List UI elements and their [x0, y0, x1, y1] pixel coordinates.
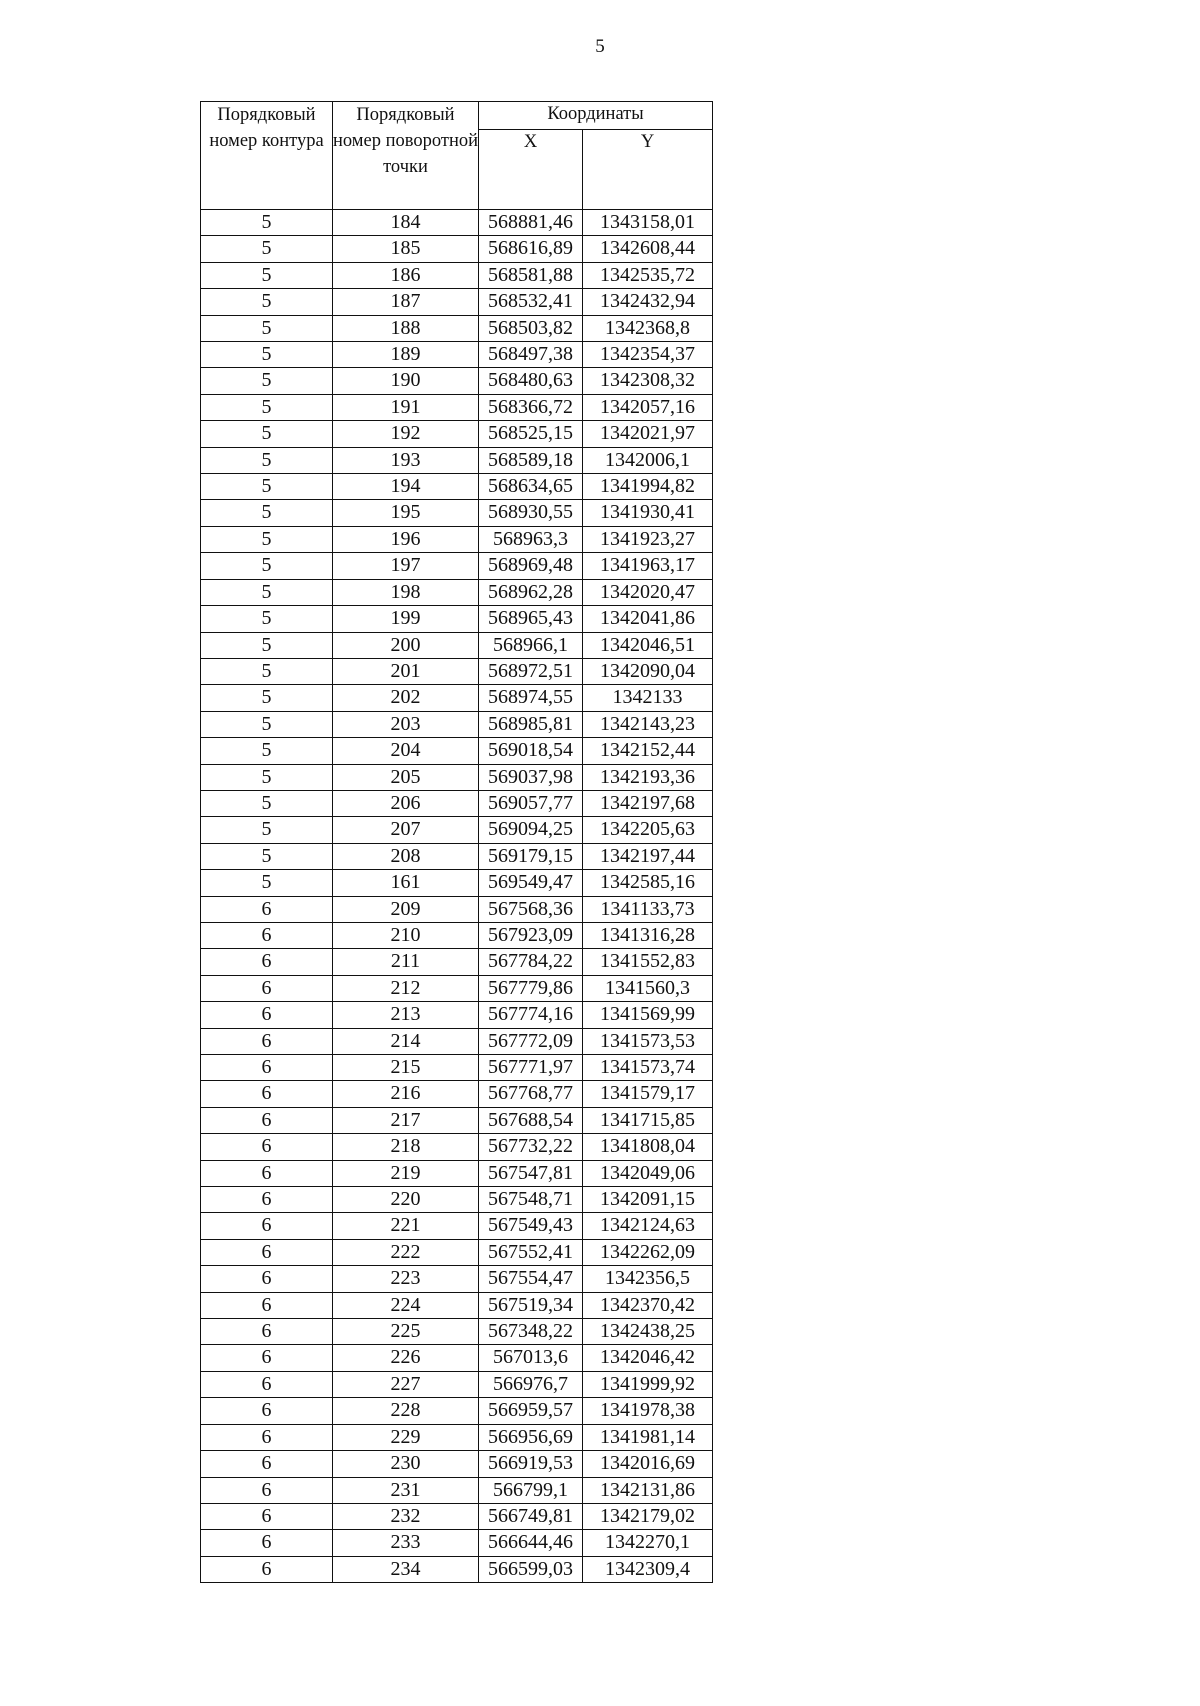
contour-number-cell: 6 — [201, 1134, 333, 1160]
x-header: X — [479, 130, 583, 210]
point-number-cell: 200 — [333, 632, 479, 658]
y-coordinate-cell: 1342270,1 — [583, 1530, 713, 1556]
table-row — [201, 579, 713, 605]
y-coordinate-cell: 1341573,74 — [583, 1055, 713, 1081]
x-coordinate-cell: 567547,81 — [479, 1160, 583, 1186]
y-header: Y — [583, 130, 713, 210]
contour-number-cell: 5 — [201, 738, 333, 764]
contour-number-cell: 5 — [201, 394, 333, 420]
table-header — [201, 102, 713, 210]
table-row — [201, 922, 713, 948]
x-coordinate-cell: 569094,25 — [479, 817, 583, 843]
y-coordinate-cell: 1342057,16 — [583, 394, 713, 420]
contour-number-cell: 6 — [201, 1160, 333, 1186]
point-number-header: Порядковый номер поворотной точки — [333, 102, 479, 210]
point-number-cell: 226 — [333, 1345, 479, 1371]
point-number-cell: 234 — [333, 1556, 479, 1582]
contour-number-cell: 5 — [201, 447, 333, 473]
x-coordinate-cell: 568497,38 — [479, 342, 583, 368]
y-coordinate-cell: 1342179,02 — [583, 1503, 713, 1529]
y-coordinate-cell: 1342608,44 — [583, 236, 713, 262]
point-number-cell: 221 — [333, 1213, 479, 1239]
contour-number-cell: 5 — [201, 315, 333, 341]
table-row — [201, 790, 713, 816]
table-row — [201, 896, 713, 922]
point-number-cell: 214 — [333, 1028, 479, 1054]
table-row — [201, 1451, 713, 1477]
table-row — [201, 975, 713, 1001]
table-row — [201, 394, 713, 420]
y-coordinate-cell: 1342370,42 — [583, 1292, 713, 1318]
x-coordinate-cell: 569018,54 — [479, 738, 583, 764]
x-coordinate-cell: 567519,34 — [479, 1292, 583, 1318]
contour-number-cell: 5 — [201, 632, 333, 658]
table-row — [201, 1134, 713, 1160]
y-coordinate-cell: 1342356,5 — [583, 1266, 713, 1292]
table-row — [201, 1424, 713, 1450]
table-row — [201, 1239, 713, 1265]
x-coordinate-cell: 567771,97 — [479, 1055, 583, 1081]
x-coordinate-cell: 568525,15 — [479, 421, 583, 447]
table-row — [201, 1107, 713, 1133]
x-coordinate-cell: 568930,55 — [479, 500, 583, 526]
x-coordinate-cell: 567013,6 — [479, 1345, 583, 1371]
table-row — [201, 1477, 713, 1503]
x-coordinate-cell: 566599,03 — [479, 1556, 583, 1582]
contour-number-cell: 6 — [201, 1055, 333, 1081]
table-row — [201, 1081, 713, 1107]
y-coordinate-cell: 1341552,83 — [583, 949, 713, 975]
y-coordinate-cell: 1341923,27 — [583, 526, 713, 552]
y-coordinate-cell: 1342197,68 — [583, 790, 713, 816]
x-coordinate-cell: 568966,1 — [479, 632, 583, 658]
point-number-cell: 207 — [333, 817, 479, 843]
table-row — [201, 843, 713, 869]
table-row — [201, 1398, 713, 1424]
contour-number-cell: 5 — [201, 579, 333, 605]
x-coordinate-cell: 566976,7 — [479, 1371, 583, 1397]
table-row — [201, 289, 713, 315]
x-coordinate-cell: 568581,88 — [479, 262, 583, 288]
x-coordinate-cell: 567784,22 — [479, 949, 583, 975]
y-coordinate-cell: 1342133 — [583, 685, 713, 711]
y-coordinate-cell: 1341999,92 — [583, 1371, 713, 1397]
contour-number-cell: 6 — [201, 949, 333, 975]
contour-number-cell: 6 — [201, 1319, 333, 1345]
x-coordinate-cell: 568962,28 — [479, 579, 583, 605]
point-number-cell: 205 — [333, 764, 479, 790]
y-coordinate-cell: 1342124,63 — [583, 1213, 713, 1239]
x-coordinate-cell: 567568,36 — [479, 896, 583, 922]
contour-number-cell: 6 — [201, 1451, 333, 1477]
y-coordinate-cell: 1342049,06 — [583, 1160, 713, 1186]
point-number-cell: 192 — [333, 421, 479, 447]
y-coordinate-cell: 1343158,01 — [583, 210, 713, 236]
y-coordinate-cell: 1341573,53 — [583, 1028, 713, 1054]
table-row — [201, 870, 713, 896]
table-body — [201, 210, 713, 1583]
x-coordinate-cell: 568503,82 — [479, 315, 583, 341]
y-coordinate-cell: 1341930,41 — [583, 500, 713, 526]
table-row — [201, 315, 713, 341]
x-coordinate-cell: 566919,53 — [479, 1451, 583, 1477]
contour-number-cell: 5 — [201, 685, 333, 711]
y-coordinate-cell: 1342090,04 — [583, 658, 713, 684]
table-row — [201, 262, 713, 288]
contour-number-cell: 5 — [201, 289, 333, 315]
table-row — [201, 1319, 713, 1345]
contour-number-cell: 5 — [201, 606, 333, 632]
contour-number-cell: 6 — [201, 975, 333, 1001]
contour-number-cell: 5 — [201, 500, 333, 526]
contour-number-cell: 5 — [201, 526, 333, 552]
y-coordinate-cell: 1341981,14 — [583, 1424, 713, 1450]
point-number-cell: 204 — [333, 738, 479, 764]
point-number-cell: 222 — [333, 1239, 479, 1265]
contour-number-cell: 6 — [201, 1503, 333, 1529]
point-number-cell: 193 — [333, 447, 479, 473]
y-coordinate-cell: 1342262,09 — [583, 1239, 713, 1265]
coordinates-table — [200, 101, 713, 1583]
contour-number-cell: 6 — [201, 1477, 333, 1503]
contour-number-cell: 5 — [201, 870, 333, 896]
table-row — [201, 1055, 713, 1081]
table-row — [201, 447, 713, 473]
y-coordinate-cell: 1342006,1 — [583, 447, 713, 473]
y-coordinate-cell: 1342143,23 — [583, 711, 713, 737]
contour-number-cell: 5 — [201, 368, 333, 394]
x-coordinate-cell: 567548,71 — [479, 1187, 583, 1213]
contour-number-cell: 5 — [201, 658, 333, 684]
point-number-cell: 212 — [333, 975, 479, 1001]
x-coordinate-cell: 568366,72 — [479, 394, 583, 420]
point-number-cell: 206 — [333, 790, 479, 816]
y-coordinate-cell: 1341978,38 — [583, 1398, 713, 1424]
x-coordinate-cell: 568480,63 — [479, 368, 583, 394]
x-coordinate-cell: 568965,43 — [479, 606, 583, 632]
contour-number-cell: 5 — [201, 711, 333, 737]
y-coordinate-cell: 1342205,63 — [583, 817, 713, 843]
contour-number-cell: 6 — [201, 1081, 333, 1107]
contour-number-cell: 5 — [201, 421, 333, 447]
y-coordinate-cell: 1342021,97 — [583, 421, 713, 447]
y-coordinate-cell: 1341715,85 — [583, 1107, 713, 1133]
x-coordinate-cell: 567768,77 — [479, 1081, 583, 1107]
x-coordinate-cell: 567549,43 — [479, 1213, 583, 1239]
x-coordinate-cell: 566799,1 — [479, 1477, 583, 1503]
point-number-cell: 184 — [333, 210, 479, 236]
point-number-cell: 202 — [333, 685, 479, 711]
point-number-cell: 227 — [333, 1371, 479, 1397]
x-coordinate-cell: 567774,16 — [479, 1002, 583, 1028]
table-row — [201, 1266, 713, 1292]
point-number-cell: 208 — [333, 843, 479, 869]
point-number-cell: 216 — [333, 1081, 479, 1107]
table-row — [201, 342, 713, 368]
contour-number-cell: 5 — [201, 210, 333, 236]
table-row — [201, 1556, 713, 1582]
x-coordinate-cell: 568969,48 — [479, 553, 583, 579]
point-number-cell: 229 — [333, 1424, 479, 1450]
table-row — [201, 1002, 713, 1028]
x-coordinate-cell: 566959,57 — [479, 1398, 583, 1424]
x-coordinate-cell: 566644,46 — [479, 1530, 583, 1556]
contour-number-cell: 6 — [201, 1239, 333, 1265]
contour-number-cell: 6 — [201, 1345, 333, 1371]
point-number-cell: 189 — [333, 342, 479, 368]
contour-number-cell: 6 — [201, 922, 333, 948]
table-row — [201, 738, 713, 764]
contour-number-cell: 5 — [201, 474, 333, 500]
x-coordinate-cell: 568616,89 — [479, 236, 583, 262]
table-row — [201, 368, 713, 394]
point-number-cell: 188 — [333, 315, 479, 341]
y-coordinate-cell: 1342535,72 — [583, 262, 713, 288]
x-coordinate-cell: 568974,55 — [479, 685, 583, 711]
y-coordinate-cell: 1342152,44 — [583, 738, 713, 764]
contour-number-cell: 6 — [201, 1028, 333, 1054]
table-row — [201, 1187, 713, 1213]
table-row — [201, 500, 713, 526]
y-coordinate-cell: 1342309,4 — [583, 1556, 713, 1582]
point-number-cell: 224 — [333, 1292, 479, 1318]
contour-number-header: Порядковый номер контура — [201, 102, 333, 210]
x-coordinate-cell: 568972,51 — [479, 658, 583, 684]
table-row — [201, 764, 713, 790]
table-row — [201, 236, 713, 262]
x-coordinate-cell: 569549,47 — [479, 870, 583, 896]
contour-number-cell: 6 — [201, 1266, 333, 1292]
x-coordinate-cell: 568634,65 — [479, 474, 583, 500]
table-row — [201, 1345, 713, 1371]
contour-number-cell: 6 — [201, 1530, 333, 1556]
y-coordinate-cell: 1342438,25 — [583, 1319, 713, 1345]
point-number-cell: 199 — [333, 606, 479, 632]
x-coordinate-cell: 567732,22 — [479, 1134, 583, 1160]
point-number-cell: 201 — [333, 658, 479, 684]
table-row — [201, 474, 713, 500]
point-number-cell: 209 — [333, 896, 479, 922]
x-coordinate-cell: 567772,09 — [479, 1028, 583, 1054]
point-number-cell: 213 — [333, 1002, 479, 1028]
y-coordinate-cell: 1342046,42 — [583, 1345, 713, 1371]
y-coordinate-cell: 1342020,47 — [583, 579, 713, 605]
contour-number-cell: 5 — [201, 764, 333, 790]
point-number-cell: 219 — [333, 1160, 479, 1186]
y-coordinate-cell: 1341316,28 — [583, 922, 713, 948]
point-number-cell: 231 — [333, 1477, 479, 1503]
table-row — [201, 553, 713, 579]
x-coordinate-cell: 568881,46 — [479, 210, 583, 236]
table-row — [201, 632, 713, 658]
point-number-cell: 161 — [333, 870, 479, 896]
point-number-cell: 215 — [333, 1055, 479, 1081]
coordinates-header: Координаты — [479, 102, 713, 130]
point-number-cell: 187 — [333, 289, 479, 315]
y-coordinate-cell: 1342046,51 — [583, 632, 713, 658]
contour-number-cell: 5 — [201, 262, 333, 288]
point-number-cell: 194 — [333, 474, 479, 500]
point-number-cell: 225 — [333, 1319, 479, 1345]
table-row — [201, 1530, 713, 1556]
contour-number-cell: 5 — [201, 236, 333, 262]
contour-number-cell: 5 — [201, 817, 333, 843]
contour-number-cell: 6 — [201, 896, 333, 922]
contour-number-cell: 6 — [201, 1213, 333, 1239]
table-row — [201, 817, 713, 843]
point-number-cell: 228 — [333, 1398, 479, 1424]
table-row — [201, 711, 713, 737]
page-number: 5 — [595, 36, 605, 57]
y-coordinate-cell: 1342016,69 — [583, 1451, 713, 1477]
contour-number-cell: 6 — [201, 1371, 333, 1397]
y-coordinate-cell: 1341569,99 — [583, 1002, 713, 1028]
y-coordinate-cell: 1342131,86 — [583, 1477, 713, 1503]
y-coordinate-cell: 1341808,04 — [583, 1134, 713, 1160]
table-row — [201, 526, 713, 552]
y-coordinate-cell: 1342197,44 — [583, 843, 713, 869]
table-row — [201, 421, 713, 447]
y-coordinate-cell: 1342432,94 — [583, 289, 713, 315]
x-coordinate-cell: 569057,77 — [479, 790, 583, 816]
y-coordinate-cell: 1342354,37 — [583, 342, 713, 368]
point-number-cell: 217 — [333, 1107, 479, 1133]
x-coordinate-cell: 567348,22 — [479, 1319, 583, 1345]
x-coordinate-cell: 568589,18 — [479, 447, 583, 473]
contour-number-cell: 6 — [201, 1424, 333, 1450]
point-number-cell: 191 — [333, 394, 479, 420]
x-coordinate-cell: 569179,15 — [479, 843, 583, 869]
x-coordinate-cell: 567552,41 — [479, 1239, 583, 1265]
y-coordinate-cell: 1342308,32 — [583, 368, 713, 394]
table-row — [201, 658, 713, 684]
table-row — [201, 1503, 713, 1529]
y-coordinate-cell: 1342041,86 — [583, 606, 713, 632]
y-coordinate-cell: 1341994,82 — [583, 474, 713, 500]
y-coordinate-cell: 1341560,3 — [583, 975, 713, 1001]
point-number-cell: 223 — [333, 1266, 479, 1292]
x-coordinate-cell: 567923,09 — [479, 922, 583, 948]
x-coordinate-cell: 566956,69 — [479, 1424, 583, 1450]
x-coordinate-cell: 569037,98 — [479, 764, 583, 790]
point-number-cell: 185 — [333, 236, 479, 262]
x-coordinate-cell: 567688,54 — [479, 1107, 583, 1133]
x-coordinate-cell: 568963,3 — [479, 526, 583, 552]
point-number-cell: 211 — [333, 949, 479, 975]
contour-number-cell: 5 — [201, 553, 333, 579]
contour-number-cell: 5 — [201, 342, 333, 368]
point-number-cell: 220 — [333, 1187, 479, 1213]
table-row — [201, 685, 713, 711]
table-row — [201, 949, 713, 975]
point-number-cell: 190 — [333, 368, 479, 394]
table-row — [201, 1371, 713, 1397]
point-number-cell: 196 — [333, 526, 479, 552]
y-coordinate-cell: 1342585,16 — [583, 870, 713, 896]
x-coordinate-cell: 567554,47 — [479, 1266, 583, 1292]
contour-number-cell: 5 — [201, 843, 333, 869]
y-coordinate-cell: 1342091,15 — [583, 1187, 713, 1213]
table-row — [201, 1160, 713, 1186]
point-number-cell: 230 — [333, 1451, 479, 1477]
x-coordinate-cell: 567779,86 — [479, 975, 583, 1001]
point-number-cell: 233 — [333, 1530, 479, 1556]
table-row — [201, 606, 713, 632]
contour-number-cell: 5 — [201, 790, 333, 816]
point-number-cell: 195 — [333, 500, 479, 526]
contour-number-cell: 6 — [201, 1556, 333, 1582]
y-coordinate-cell: 1341133,73 — [583, 896, 713, 922]
contour-number-cell: 6 — [201, 1002, 333, 1028]
contour-number-cell: 6 — [201, 1187, 333, 1213]
table-row — [201, 210, 713, 236]
table-row — [201, 1213, 713, 1239]
point-number-cell: 203 — [333, 711, 479, 737]
y-coordinate-cell: 1342368,8 — [583, 315, 713, 341]
table-row — [201, 1292, 713, 1318]
contour-number-cell: 6 — [201, 1107, 333, 1133]
table-row — [201, 1028, 713, 1054]
point-number-cell: 186 — [333, 262, 479, 288]
point-number-cell: 210 — [333, 922, 479, 948]
y-coordinate-cell: 1341579,17 — [583, 1081, 713, 1107]
y-coordinate-cell: 1341963,17 — [583, 553, 713, 579]
contour-number-cell: 6 — [201, 1292, 333, 1318]
point-number-cell: 198 — [333, 579, 479, 605]
point-number-cell: 232 — [333, 1503, 479, 1529]
y-coordinate-cell: 1342193,36 — [583, 764, 713, 790]
contour-number-cell: 6 — [201, 1398, 333, 1424]
x-coordinate-cell: 568985,81 — [479, 711, 583, 737]
point-number-cell: 218 — [333, 1134, 479, 1160]
x-coordinate-cell: 568532,41 — [479, 289, 583, 315]
x-coordinate-cell: 566749,81 — [479, 1503, 583, 1529]
point-number-cell: 197 — [333, 553, 479, 579]
